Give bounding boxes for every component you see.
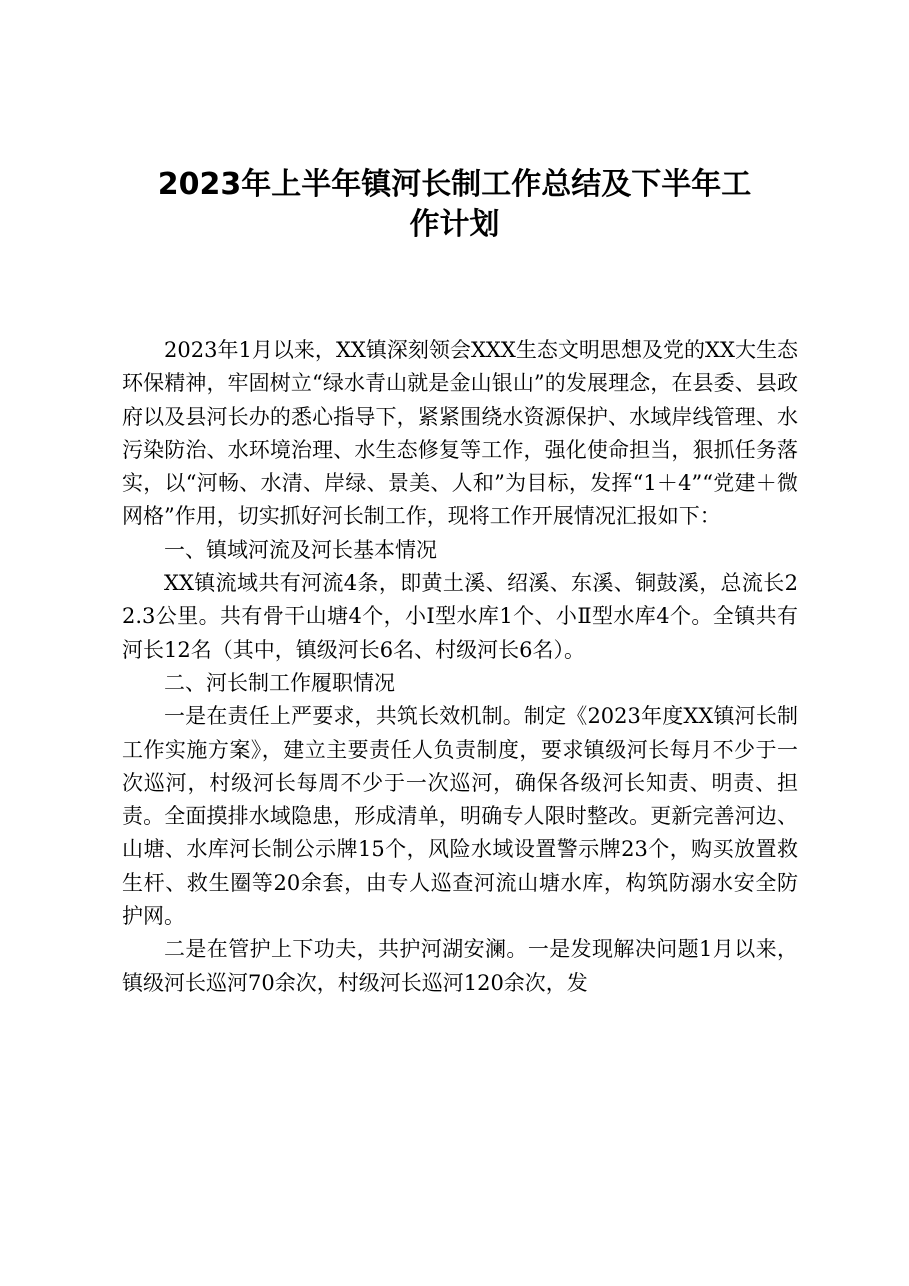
management-paragraph: 二是在管护上下功夫，共护河湖安澜。一是发现解决问题1月以来，镇级河长巡河70余次，村级河长巡河120余次，发 bbox=[122, 937, 798, 995]
rivers-overview-paragraph: XX镇流域共有河流4条，即黄土溪、绍溪、东溪、铜鼓溪，总流长22.3公里。共有骨干山塘4个，小Ⅰ型水库1个、小Ⅱ型水库4个。全镇共有河长12名（其中，镇级河长6名、村级河长6名）。 bbox=[122, 571, 798, 662]
document-body bbox=[122, 334, 798, 1000]
intro-paragraph: 2023年1月以来，XX镇深刻领会XXX生态文明思想及党的XX大生态环保精神，牢固树立“绿水青山就是金山银山”的发展理念，在县委、县政府以及县河长办的悉心指导下，紧紧围绕水资源保护、水域岸线管理、水污染防治、水环境治理、水生态修复等工作，强化使命担当，狠抓任务落实，以“河畅、水清、岸绿、景美、人和”为目标，发挥“1＋4”“党建＋微网格”作用，切实抓好河长制工作，现将工作开展情况汇报如下： bbox=[122, 338, 798, 529]
section-heading-2: 二、河长制工作履职情况 bbox=[164, 670, 395, 695]
responsibility-paragraph: 一是在责任上严要求，共筑长效机制。制定《2023年度XX镇河长制工作实施方案》，建立主要责任人负责制度，要求镇级河长每月不少于一次巡河，村级河长每周不少于一次巡河，确保各级河长知责、明责、担责。全面摸排水域隐患，形成清单，明确专人限时整改。更新完善河边、山塘、水库河长制公示牌15个，风险水域设置警示牌23个，购买放置救生杆、救生圈等20余套，由专人巡查河流山塘水库，构筑防溺水安全防护网。 bbox=[122, 704, 798, 929]
section-heading-1: 一、镇域河流及河长基本情况 bbox=[164, 537, 437, 562]
document-title-line-2: 作计划 bbox=[409, 207, 500, 242]
document-title-line-1: 2023年上半年镇河长制工作总结及下半年工 bbox=[157, 167, 752, 202]
